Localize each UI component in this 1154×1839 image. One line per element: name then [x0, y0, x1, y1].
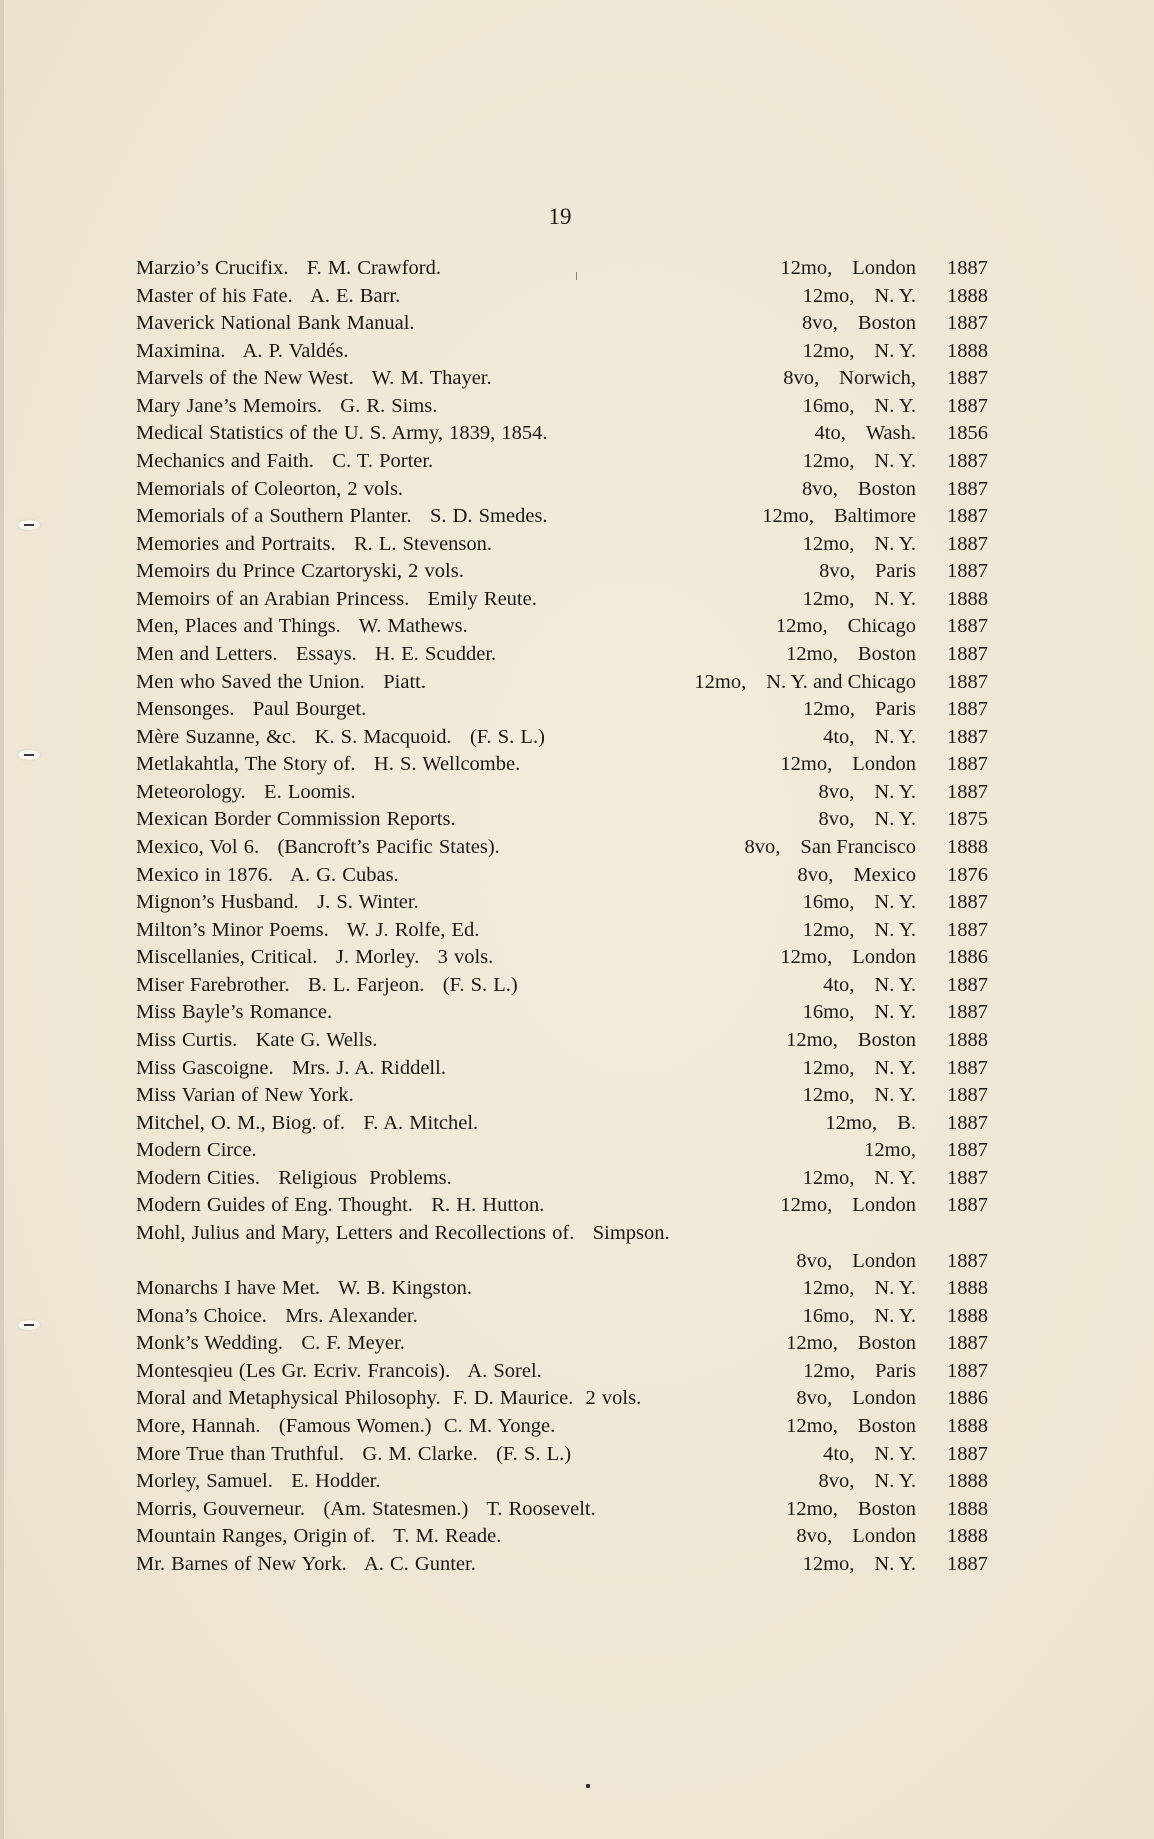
entry-place: Paris	[875, 560, 916, 583]
entry-title: Modern Circe.	[136, 1139, 257, 1162]
catalog-entry	[136, 1054, 988, 1082]
entry-format: 8vo,	[796, 1387, 833, 1410]
entry-place: Baltimore	[834, 505, 916, 528]
entry-year: 1888	[947, 1304, 988, 1327]
entry-year: 1887	[947, 450, 988, 472]
catalog-entry	[136, 1164, 988, 1192]
entry-title: Monarchs I have Met. W. B. Kingston.	[136, 1277, 472, 1300]
entry-format: 8vo,	[783, 367, 820, 390]
entry-title: Miss Varian of New York.	[136, 1084, 354, 1107]
entry-publication	[803, 695, 916, 723]
catalog-entry	[136, 888, 988, 916]
entry-title: Mr. Barnes of New York. A. C. Gunter.	[136, 1552, 476, 1575]
entry-format: 12mo,	[802, 339, 855, 362]
entry-format: 16mo,	[802, 1001, 855, 1024]
entry-place: N. Y.	[874, 808, 916, 831]
entry-publication	[745, 833, 916, 861]
entry-publication	[825, 1109, 916, 1137]
entry-year: 1887	[947, 1111, 988, 1134]
entry-place: Norwich,	[839, 367, 916, 390]
page-number: 19	[548, 204, 572, 229]
entry-place: London	[852, 257, 916, 279]
catalog-entry	[136, 668, 988, 696]
catalog-entry	[136, 585, 988, 613]
entry-place: London	[852, 753, 916, 776]
entry-year: 1888	[947, 1470, 988, 1493]
entry-year: 1876	[947, 863, 988, 886]
entry-title: Moral and Metaphysical Philosophy. F. D. Maurice. 2 vols.	[136, 1387, 642, 1410]
entry-year: 1887	[947, 1552, 988, 1575]
catalog-entry	[136, 1109, 988, 1137]
entry-format: 12mo,	[802, 1277, 855, 1300]
entry-title: Maverick National Bank Manual.	[136, 312, 415, 335]
entry-title: Men who Saved the Union. Piatt.	[136, 670, 426, 693]
entry-publication	[796, 1522, 916, 1550]
entry-place: N. Y.	[874, 1084, 916, 1107]
entry-title: Miss Gascoigne. Mrs. J. A. Riddell.	[136, 1056, 446, 1079]
catalog-entry	[136, 419, 988, 447]
entry-format: 8vo,	[818, 1470, 855, 1493]
entry-format: 12mo,	[802, 284, 855, 307]
catalog-entry	[136, 1495, 988, 1523]
entry-title: Monk’s Wedding. C. F. Meyer.	[136, 1332, 405, 1355]
entry-format: 12mo,	[786, 1332, 838, 1355]
entry-place: N. Y.	[874, 450, 916, 472]
entry-place: N. Y.	[874, 725, 916, 748]
entry-format: 12mo,	[780, 257, 833, 279]
catalog-entry	[136, 1467, 988, 1495]
catalog-entry	[136, 392, 988, 420]
catalog-entry	[136, 805, 988, 833]
entry-title: Medical Statistics of the U. S. Army, 1839, 1854.	[136, 422, 548, 445]
entry-publication	[776, 612, 916, 640]
entry-year: 1888	[947, 587, 988, 610]
entry-publication	[780, 254, 916, 282]
entry-format: 4to,	[823, 1442, 855, 1465]
entry-place: Boston	[857, 1029, 916, 1051]
entry-publication	[786, 1329, 916, 1357]
entry-format: 4to,	[814, 422, 846, 445]
entry-year: 1887	[947, 780, 988, 803]
entry-year: 1887	[947, 367, 988, 390]
binding-hole-icon	[18, 1320, 40, 1330]
entry-format: 8vo,	[797, 863, 834, 886]
entry-title: Miss Curtis. Kate G. Wells.	[136, 1029, 378, 1051]
catalog-entry	[136, 1247, 988, 1275]
entry-year: 1856	[947, 422, 988, 445]
catalog-entry	[136, 1081, 988, 1109]
entry-title: Miser Farebrother. B. L. Farjeon. (F. S. L.)	[136, 973, 518, 996]
entry-year: 1887	[947, 615, 988, 638]
entry-title: Mechanics and Faith. C. T. Porter.	[136, 450, 434, 472]
catalog-entry	[136, 1329, 988, 1357]
entry-publication	[802, 475, 916, 503]
entry-year: 1887	[947, 973, 988, 996]
catalog-entry	[136, 778, 988, 806]
entry-place: Paris	[875, 698, 916, 721]
entry-place: N. Y.	[874, 1304, 916, 1327]
entry-year: 1887	[947, 698, 988, 721]
catalog-entry	[136, 254, 988, 282]
entry-year: 1888	[947, 1497, 988, 1520]
entry-publication	[819, 557, 916, 585]
entry-year: 1888	[947, 339, 988, 362]
entry-title: More True than Truthful. G. M. Clarke. (F. S. L.)	[136, 1442, 572, 1465]
entry-publication	[803, 1164, 916, 1192]
entry-publication	[762, 502, 916, 530]
entry-format: 12mo,	[802, 1056, 855, 1079]
entry-place: Paris	[875, 1359, 916, 1382]
entry-year: 1887	[947, 1249, 988, 1272]
catalog-entry	[136, 1191, 988, 1219]
entry-place: Boston	[857, 1332, 916, 1355]
entry-place: N. Y.	[874, 918, 916, 941]
entry-place: London	[852, 1249, 916, 1272]
entry-place: Boston	[857, 477, 916, 500]
entry-title: Montesqieu (Les Gr. Ecriv. Francois). A. Sorel.	[136, 1359, 542, 1382]
entry-title: Memoirs of an Arabian Princess. Emily Reute.	[136, 587, 537, 610]
entry-year: 1887	[947, 1084, 988, 1107]
entry-title: Marzio’s Crucifix. F. M. Crawford.	[136, 257, 441, 279]
catalog-entry	[136, 502, 988, 530]
entry-year: 1887	[947, 1359, 988, 1382]
entry-format: 12mo,	[802, 450, 855, 472]
catalog-entry	[136, 1550, 988, 1578]
entry-format: 16mo,	[802, 891, 855, 914]
entry-place: Boston	[857, 1497, 916, 1520]
entry-format: 8vo,	[802, 477, 838, 500]
entry-place: San Francisco	[800, 836, 916, 858]
entry-format: 12mo,	[802, 1084, 855, 1107]
page-edge	[0, 0, 4, 1839]
entry-publication	[823, 971, 916, 999]
entry-publication	[786, 1412, 916, 1440]
entry-publication	[786, 640, 916, 668]
entry-place: N. Y.	[874, 891, 916, 914]
entry-format: 12mo,	[802, 918, 855, 941]
entry-format: 12mo,	[802, 1166, 855, 1189]
entry-year: 1888	[947, 284, 988, 307]
entry-title: Mountain Ranges, Origin of. T. M. Reade.	[136, 1525, 502, 1548]
entry-place: N. Y.	[874, 1442, 916, 1465]
entry-format: 16mo,	[802, 394, 855, 417]
entry-publication	[803, 1081, 916, 1109]
binding-hole-icon	[18, 520, 40, 530]
entry-publication	[780, 750, 916, 778]
entry-place: Boston	[857, 643, 916, 665]
entry-place: Wash.	[865, 422, 916, 445]
entry-title: Mignon’s Husband. J. S. Winter.	[136, 891, 419, 914]
entry-title: Milton’s Minor Poems. W. J. Rolfe, Ed.	[136, 918, 480, 941]
entry-publication	[786, 1495, 916, 1523]
entry-publication	[694, 668, 916, 696]
entry-publication	[823, 723, 916, 751]
entry-title: Maximina. A. P. Valdés.	[136, 339, 349, 362]
entry-place: London	[852, 946, 916, 969]
entry-publication	[786, 1026, 916, 1054]
entry-place: N. Y.	[874, 1552, 916, 1575]
entry-format: 8vo,	[819, 560, 855, 583]
entry-title: Memorials of Coleorton, 2 vols.	[136, 477, 404, 500]
entry-publication	[803, 282, 916, 310]
entry-format: 8vo,	[796, 1525, 833, 1548]
entry-title: Mexico in 1876. A. G. Cubas.	[136, 863, 399, 886]
entry-publication	[802, 309, 916, 337]
catalog-entry	[136, 309, 988, 337]
catalog-entry	[136, 1302, 988, 1330]
entry-publication	[803, 337, 916, 365]
entry-publication	[819, 778, 916, 806]
entry-year: 1888	[947, 1525, 988, 1548]
catalog-entry	[136, 1357, 988, 1385]
entry-format: 8vo,	[818, 808, 855, 831]
entry-format: 12mo,	[780, 946, 833, 969]
catalog-entry	[136, 971, 988, 999]
entry-publication	[819, 1467, 916, 1495]
entry-place: N. Y.	[874, 532, 916, 555]
entry-title: Morley, Samuel. E. Hodder.	[136, 1470, 381, 1493]
entry-place: Mexico	[853, 863, 916, 886]
entry-year: 1887	[947, 532, 988, 555]
entry-year: 1887	[947, 643, 988, 665]
entry-format: 12mo,	[802, 532, 855, 555]
catalog-entry	[136, 1026, 988, 1054]
catalog-entry	[136, 530, 988, 558]
entry-year: 1887	[947, 891, 988, 914]
entry-format: 12mo,	[786, 1029, 838, 1051]
entry-year: 1887	[947, 477, 988, 500]
ink-dot	[586, 1784, 590, 1788]
entry-title: More, Hannah. (Famous Women.) C. M. Yonge.	[136, 1414, 556, 1437]
entry-place: Boston	[857, 1414, 916, 1437]
entry-format: 12mo,	[803, 1359, 855, 1382]
entry-place: N. Y.	[874, 339, 916, 362]
entry-place: N. Y.	[874, 1166, 916, 1189]
entry-format: 12mo,	[864, 1139, 916, 1162]
catalog-entry	[136, 916, 988, 944]
catalog-entry	[136, 998, 988, 1026]
entry-place: London	[852, 1194, 916, 1217]
entry-year: 1887	[947, 918, 988, 941]
entry-format: 12mo,	[802, 1552, 855, 1575]
entry-format: 12mo,	[786, 1414, 838, 1437]
catalog-entry	[136, 833, 988, 861]
entry-year: 1887	[947, 1001, 988, 1024]
entry-publication	[803, 1274, 916, 1302]
catalog-entry	[136, 557, 988, 585]
entry-place: N. Y.	[874, 1056, 916, 1079]
entry-format: 4to,	[823, 725, 855, 748]
entry-title: Mohl, Julius and Mary, Letters and Recollections of. Simpson.	[136, 1222, 670, 1244]
entry-place: Boston	[857, 312, 916, 335]
entry-publication	[798, 861, 917, 889]
entry-publication	[819, 805, 916, 833]
entry-format: 12mo,	[694, 670, 747, 693]
entry-year: 1887	[947, 560, 988, 583]
entry-place: B.	[897, 1111, 916, 1134]
entry-year: 1888	[947, 1414, 988, 1437]
catalog-entry	[136, 337, 988, 365]
entry-format: 12mo,	[775, 615, 828, 638]
entry-year: 1886	[947, 946, 988, 969]
entry-title: Master of his Fate. A. E. Barr.	[136, 284, 401, 307]
entry-place: London	[852, 1525, 916, 1548]
entry-title: Marvels of the New West. W. M. Thayer.	[136, 367, 492, 390]
entry-year: 1887	[947, 1056, 988, 1079]
catalog-entry	[136, 695, 988, 723]
entry-year: 1887	[947, 753, 988, 776]
entry-title: Memoirs du Prince Czartoryski, 2 vols.	[136, 560, 464, 583]
binding-hole-icon	[18, 750, 40, 760]
entry-format: 12mo,	[786, 1497, 838, 1520]
entry-year: 1887	[947, 1442, 988, 1465]
entry-title: Mensonges. Paul Bourget.	[136, 698, 367, 721]
entry-place: N. Y.	[874, 1470, 916, 1493]
entry-year: 1887	[947, 725, 988, 748]
catalog-entry	[136, 364, 988, 392]
entry-year: 1887	[947, 312, 988, 335]
entry-publication	[815, 419, 917, 447]
entry-publication	[780, 1191, 916, 1219]
entry-place: N. Y.	[874, 1277, 916, 1300]
entry-format: 12mo,	[802, 587, 855, 610]
entry-year: 1887	[947, 1194, 988, 1217]
catalog-entry	[136, 640, 988, 668]
catalog-entry	[136, 282, 988, 310]
entry-year: 1888	[947, 1277, 988, 1300]
entry-title: Miscellanies, Critical. J. Morley. 3 vols.	[136, 946, 494, 969]
entry-publication	[780, 943, 916, 971]
entry-year: 1888	[947, 836, 988, 858]
entry-title: Morris, Gouverneur. (Am. Statesmen.) T. Roosevelt.	[136, 1497, 596, 1520]
entry-format: 4to,	[823, 973, 855, 996]
entry-publication	[803, 1302, 916, 1330]
entry-publication	[796, 1384, 916, 1412]
entry-publication	[803, 888, 916, 916]
entry-title: Men, Places and Things. W. Mathews.	[136, 615, 468, 638]
entry-place: N. Y. and Chicago	[766, 670, 916, 693]
entry-year: 1887	[947, 505, 988, 528]
entry-place: N. Y.	[874, 1001, 916, 1024]
entry-title: Mère Suzanne, &c. K. S. Macquoid. (F. S. L.)	[136, 725, 545, 748]
catalog-entry	[136, 1522, 988, 1550]
catalog-entry	[136, 723, 988, 751]
entry-format: 8vo,	[802, 312, 838, 335]
entry-title: Miss Bayle’s Romance.	[136, 1001, 333, 1024]
entry-year: 1887	[947, 394, 988, 417]
entry-publication	[864, 1136, 916, 1164]
entry-publication	[803, 916, 916, 944]
catalog-entry	[136, 750, 988, 778]
entry-format: 12mo,	[803, 698, 855, 721]
entry-place: N. Y.	[874, 973, 916, 996]
entry-format: 8vo,	[818, 780, 855, 803]
entry-title: Men and Letters. Essays. H. E. Scudder.	[136, 643, 497, 665]
entry-year: 1887	[947, 1139, 988, 1162]
entry-title: Modern Cities. Religious Problems.	[136, 1166, 452, 1189]
catalog-entry	[136, 943, 988, 971]
catalog-entry	[136, 861, 988, 889]
entry-publication	[803, 530, 916, 558]
entry-year: 1887	[947, 257, 988, 279]
entry-title: Metlakahtla, The Story of. H. S. Wellcombe.	[136, 753, 521, 776]
entry-publication	[803, 998, 916, 1026]
entry-title: Mexican Border Commission Reports.	[136, 808, 456, 831]
catalog-entry	[136, 1412, 988, 1440]
entry-place: N. Y.	[874, 284, 916, 307]
entry-publication	[803, 1357, 916, 1385]
entry-publication	[823, 1440, 916, 1468]
entry-publication	[783, 364, 916, 392]
catalog-entry	[136, 612, 988, 640]
entry-place: N. Y.	[874, 394, 916, 417]
entry-title: Modern Guides of Eng. Thought. R. H. Hutton.	[136, 1194, 545, 1217]
entry-year: 1886	[947, 1387, 988, 1410]
entry-publication	[803, 392, 916, 420]
entry-title: Mexico, Vol 6. (Bancroft’s Pacific States).	[136, 836, 500, 858]
entry-year: 1875	[947, 808, 988, 831]
entry-year: 1887	[947, 1332, 988, 1355]
entry-format: 12mo,	[780, 753, 833, 776]
entry-place: London	[852, 1387, 916, 1410]
entry-publication	[803, 447, 916, 475]
entry-title: Memorials of a Southern Planter. S. D. Smedes.	[136, 505, 548, 528]
entry-publication	[803, 1054, 916, 1082]
entry-format: 12mo,	[825, 1111, 878, 1134]
catalog-entry	[136, 1274, 988, 1302]
entry-place: N. Y.	[874, 780, 916, 803]
entry-publication	[803, 585, 916, 613]
entry-publication	[803, 1550, 916, 1578]
entry-place: N. Y.	[874, 587, 916, 610]
entry-publication	[796, 1247, 916, 1275]
entry-title: Memories and Portraits. R. L. Stevenson.	[136, 532, 493, 555]
catalog-entry	[136, 1219, 988, 1247]
entry-title: Meteorology. E. Loomis.	[136, 780, 356, 803]
entry-title: Mitchel, O. M., Biog. of. F. A. Mitchel.	[136, 1111, 479, 1134]
entry-format: 16mo,	[802, 1304, 855, 1327]
entry-format: 12mo,	[762, 505, 815, 528]
entry-format: 12mo,	[786, 643, 838, 665]
entry-title: Mona’s Choice. Mrs. Alexander.	[136, 1304, 418, 1327]
entry-format: 8vo,	[796, 1249, 833, 1272]
entry-year: 1888	[947, 1029, 988, 1051]
entry-format: 8vo,	[744, 836, 781, 858]
catalog-entry	[136, 447, 988, 475]
catalog-entry	[136, 1384, 988, 1412]
entry-place: Chicago	[847, 615, 916, 638]
entry-year: 1887	[947, 1166, 988, 1189]
entry-title: Mary Jane’s Memoirs. G. R. Sims.	[136, 394, 438, 417]
entry-year: 1887	[947, 670, 988, 693]
catalog-entry	[136, 1440, 988, 1468]
catalog-entry	[136, 1136, 988, 1164]
entry-format: 12mo,	[780, 1194, 833, 1217]
catalog-entry	[136, 475, 988, 503]
